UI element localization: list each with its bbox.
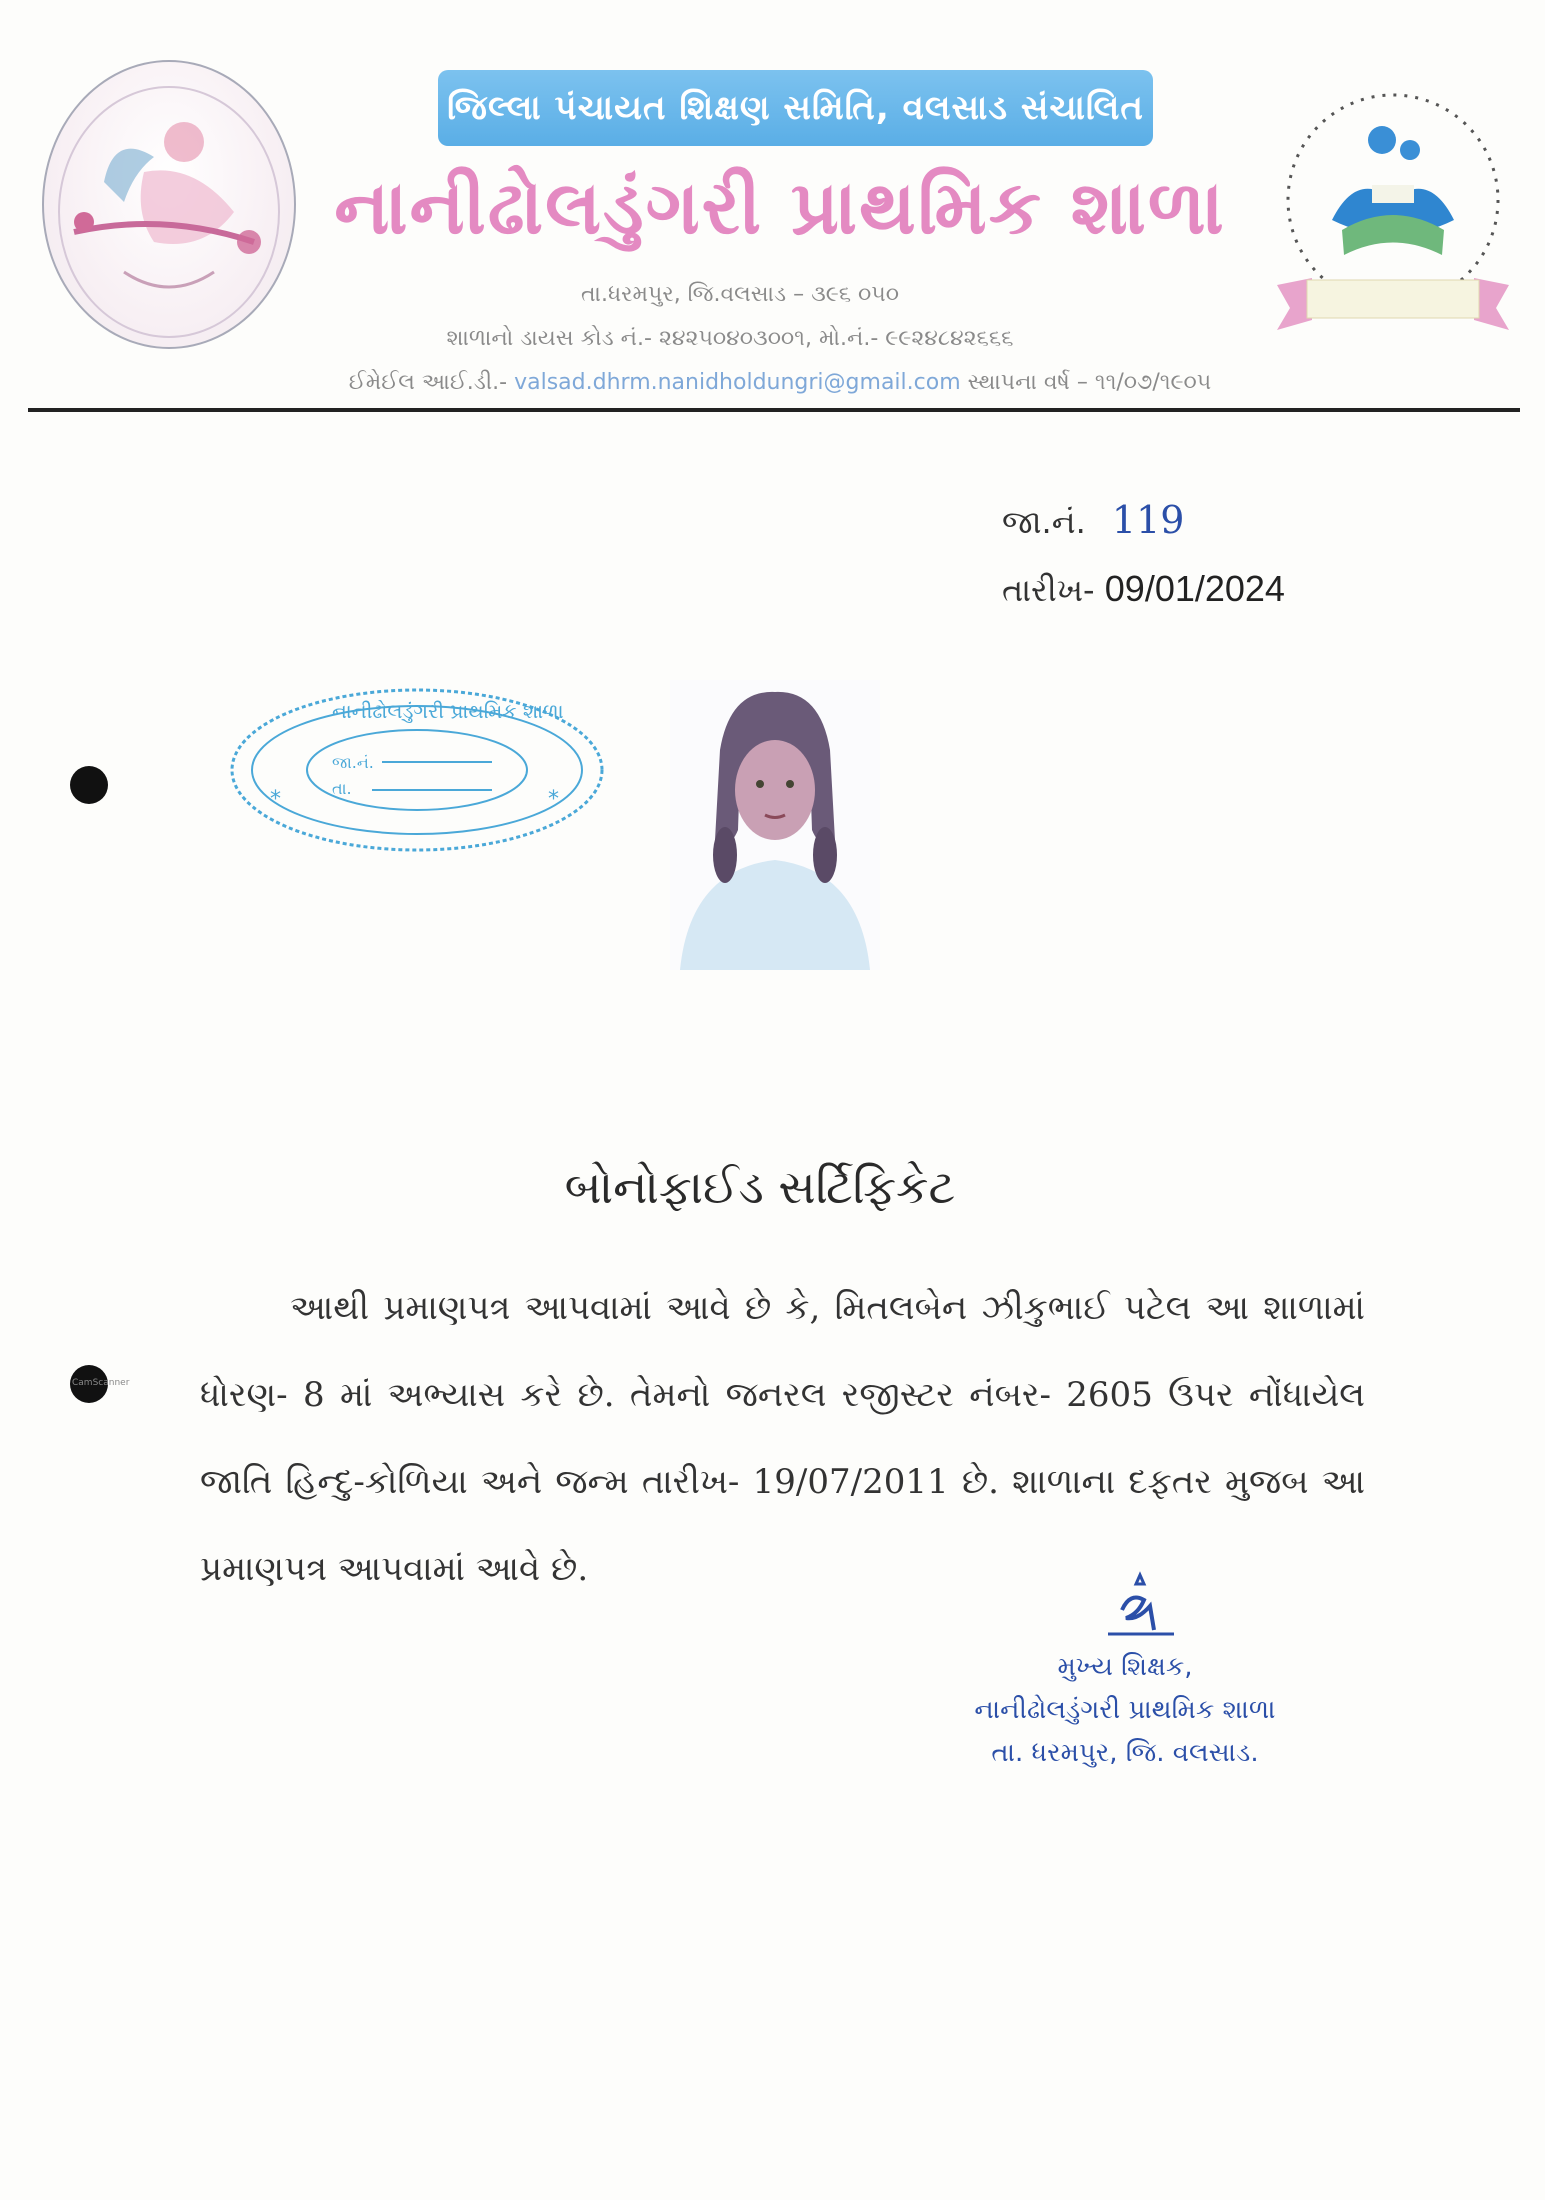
stamp-name: નાનીઢોલડુંગરી પ્રાથમિક શાળા [332,699,564,723]
svg-text:*: * [548,787,559,812]
reference-number [1002,498,1184,542]
school-address: તા.ધરમપુર, જિ.વલસાડ – ૩૯૬ ૦૫૦ [580,282,900,307]
reference-number-value: 119 [1111,498,1185,542]
signature-designation: મુખ્ય શિક્ષક, [1057,1652,1193,1682]
headmaster-signature [1100,1570,1180,1642]
school-stamp [222,680,612,860]
school-emblem [1262,80,1524,350]
stamp-date-label: તા. [332,779,352,798]
school-emblem-art [1262,80,1524,350]
established-year: સ્થાપના વર્ષ – ૧૧/૦૭/૧૯૦૫ [967,370,1212,395]
student-photo-art [670,680,880,970]
certificate-body: આથી પ્રમાણપત્ર આપવામાં આવે છે કે, મિતલબેન ઝીકુભાઈ પટેલ આ શાળામાં ધોરણ- 8 માં અભ્યાસ કરે છે. તેમનો જનરલ રજીસ્ટર નંબર- 2605 ઉપર નોંધાયેલ જાતિ હિન્દુ-કોળિયા અને જન્મ તારીખ- 19/07/2011 છે. શાળાના દફતર મુજબ આ પ્રમાણપત્ર આપવામાં આવે છે. [200,1288,1365,1589]
signature-school: નાનીઢોલડુંગરી પ્રાથમિક શાળા [974,1695,1276,1725]
stamp-no-label: જા.નં. [332,753,374,772]
school-stamp-art [222,680,612,860]
saraswati-logo [42,60,296,349]
signature-location: તા. ધરમપુર, જિ. વલસાડ. [991,1738,1259,1768]
header-banner: જિલ્લા પંચાયત શિક્ષણ સમિતિ, વલસાડ સંચાલિત [438,70,1153,146]
certificate-title: બોનોફાઈડ સર્ટિફિકેટ [564,1160,956,1214]
reference-date [1002,568,1285,610]
reference-date-label: તારીખ- [1002,571,1095,609]
signature-art [1100,1570,1180,1642]
punch-hole [70,766,108,804]
email-line [260,370,1300,395]
school-name: નાનીઢોલડુંગરી પ્રાથમિક શાળા [334,165,1226,251]
reference-number-label: જા.નં. [1002,503,1086,541]
dise-code-line: શાળાનો ડાયસ કોડ નં.- ૨૪૨૫૦૪૦૩૦૦૧, મો.નં.- ૯૯૨૪૮૪૨૬૬૬ [446,326,1014,351]
email-link[interactable]: valsad.dhrm.nanidholdungri@gmail.com [514,370,961,395]
reference-date-value: 09/01/2024 [1104,568,1285,609]
svg-text:*: * [270,787,281,812]
header-divider [28,408,1520,412]
scanner-watermark: CamScanner [72,1378,130,1388]
student-photo [670,680,880,970]
saraswati-logo-art [44,62,294,347]
email-label: ઈમેઈલ આઈ.ડી.- [348,370,508,395]
